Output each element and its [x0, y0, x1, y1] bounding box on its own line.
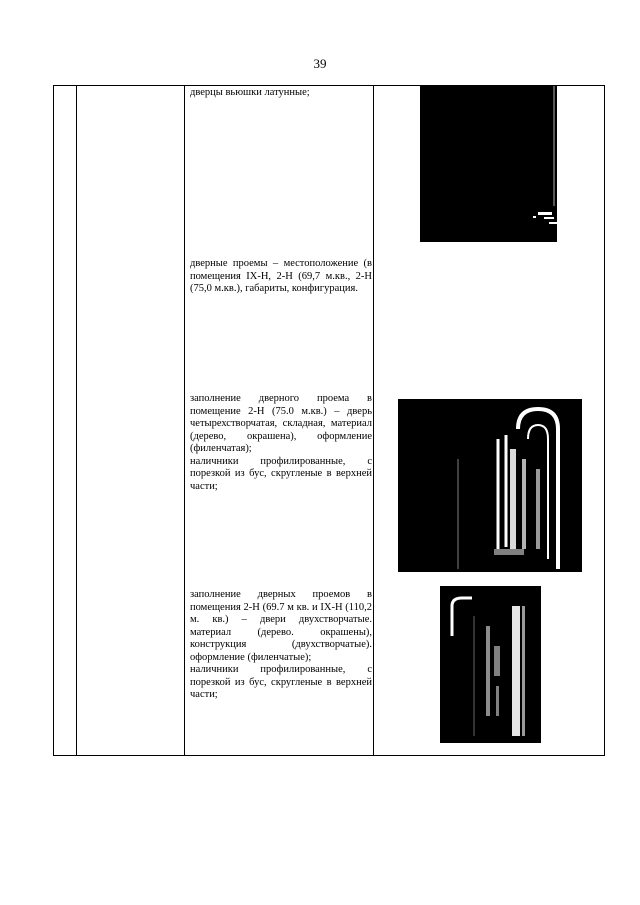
description-cell [190, 589, 372, 702]
description-cell [190, 258, 372, 296]
description-paragraph: дверные проемы – местоположение (в помещения IX-Н, 2-Н (69,7 м.кв., 2-Н (75,0 м.кв.), габариты, конфигурация. [190, 258, 372, 294]
page-number: 39 [313, 56, 327, 71]
column-divider [184, 86, 185, 755]
description-table [53, 85, 605, 756]
description-paragraph: наличники профилированные, с порезкой из бус, скругленые в верхней части; [190, 664, 372, 700]
column-divider [76, 86, 77, 755]
description-cell [190, 87, 372, 100]
column-divider [373, 86, 374, 755]
stove-door-photo [420, 86, 557, 242]
description-paragraph: заполнение дверного проема в помещение 2-Н (75.0 м.кв.) – дверь четырехстворчатая, складная, материал (дерево, окрашена), оформление (филенчатая); [190, 393, 372, 454]
description-paragraph: дверцы вьюшки латунные; [190, 87, 310, 98]
description-paragraph: заполнение дверных проемов в помещения 2-Н (69.7 м кв. и IX-Н (110,2 м. кв.) – двери двухстворчатые. материал (дерево. окрашены), конструкция (двухстворчатые). оформление (филенчатые); [190, 589, 372, 663]
folding-door-photo [398, 399, 582, 572]
double-door-photo [440, 586, 541, 743]
description-cell [190, 393, 372, 493]
description-paragraph: наличники профилированные, с порезкой из бус, скругленые в верхней части; [190, 455, 372, 492]
